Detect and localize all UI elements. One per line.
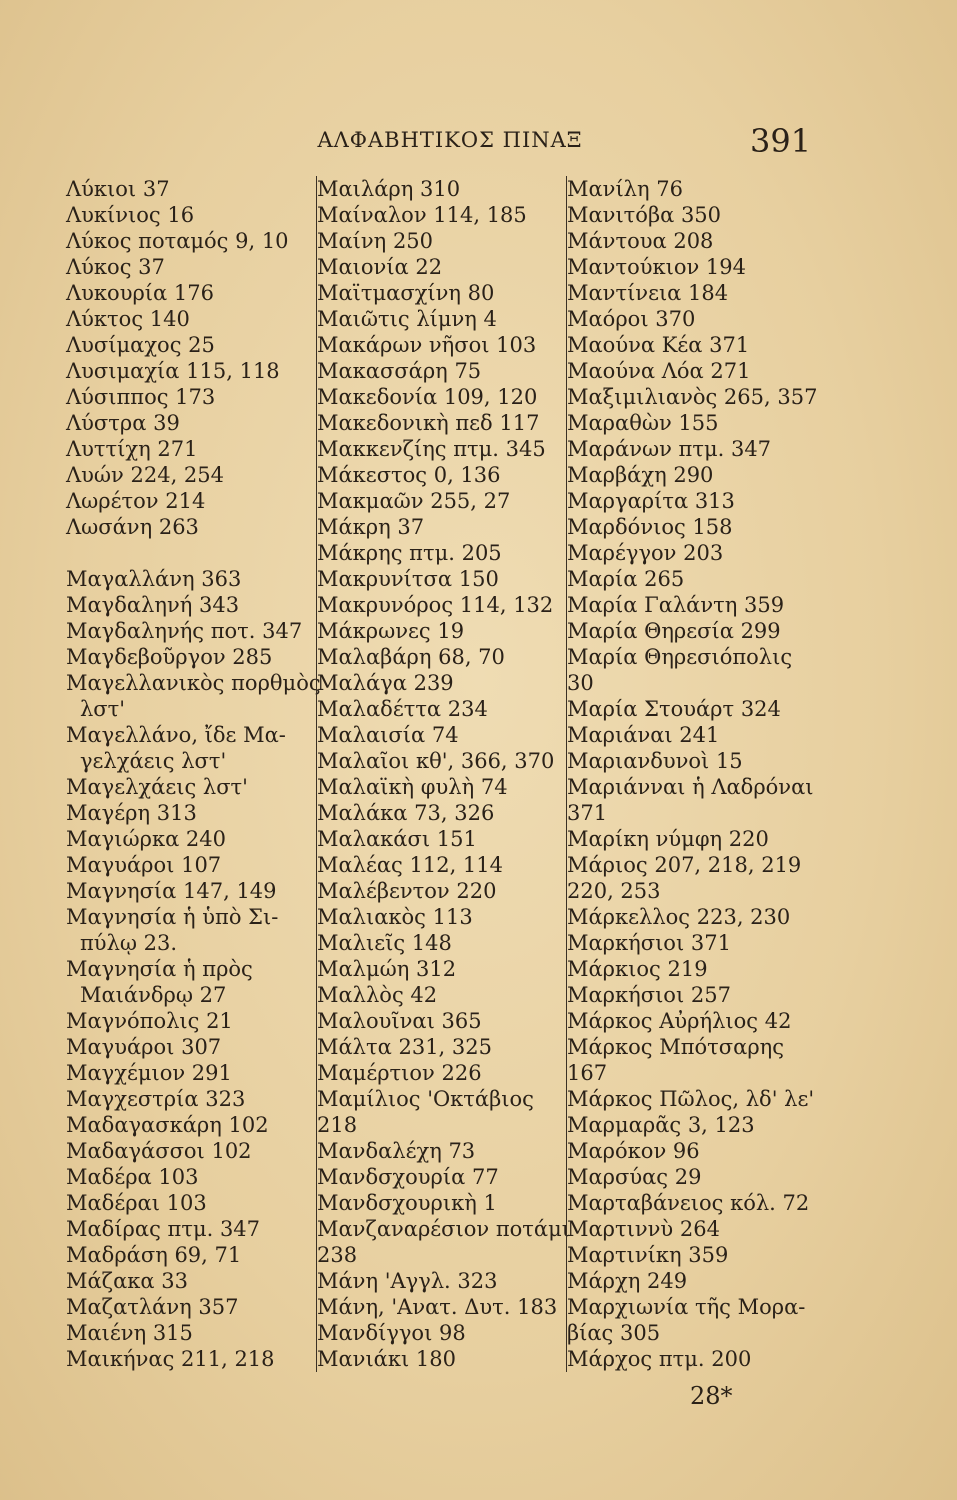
index-entry: Μαρβάχη 290	[567, 463, 714, 487]
index-entry: Μαρία Θηρεσία 299	[567, 619, 781, 643]
page-title: ΑΛΦΑΒΗΤΙΚΟΣ ΠΙΝΑΞ	[317, 128, 583, 152]
index-entry: Λυκίνιος 16	[66, 203, 195, 227]
index-entry: Μάρκος Πῶλος, λδ' λε'	[567, 1087, 815, 1111]
index-entry: Μανδσχουρία 77	[317, 1165, 499, 1189]
index-entry: Μαλάκα 73, 326	[317, 801, 495, 825]
index-entry: Μαρτινίκη 359	[567, 1243, 729, 1267]
index-entry: 220, 253	[567, 879, 661, 903]
index-entry: Μαγδεβοῦργον 285	[66, 645, 273, 669]
index-entry: Μαδέρα 103	[66, 1165, 199, 1189]
index-entry: Λωρέτον 214	[66, 489, 206, 513]
index-entry: Μαίνη 250	[317, 229, 434, 253]
index-entry: Μαρόκον 96	[567, 1139, 700, 1163]
index-entry: Μαγυάροι 307	[66, 1035, 222, 1059]
index-entry: Μανζαναρέσιον ποτάμι	[317, 1217, 570, 1241]
index-entry: Μαγχεστρία 323	[66, 1087, 246, 1111]
index-entry: Μανδσχουρικὴ 1	[317, 1191, 497, 1215]
index-entry: Μαρίκη νύμφη 220	[567, 827, 769, 851]
index-entry: Μαζατλάνη 357	[66, 1295, 239, 1319]
index-entry: Μαγδαληνή 343	[66, 593, 240, 617]
index-entry: Μαλαισία 74	[317, 723, 459, 747]
index-entry: Μαρκήσιοι 257	[567, 983, 731, 1007]
index-entry: Μαλουῖναι 365	[317, 1009, 482, 1033]
index-entry: Λωσάνη 263	[66, 515, 199, 539]
index-entry: 167	[567, 1061, 608, 1085]
index-entry: Μαρταβάνειος κόλ. 72	[567, 1191, 810, 1215]
index-entry: Μακεδονία 109, 120	[317, 385, 538, 409]
index-entry: Μαγνησία ἡ ὑπὸ Σι-	[66, 905, 279, 929]
index-entry: Λύσιππος 173	[66, 385, 216, 409]
index-entry: Μαλλὸς 42	[317, 983, 438, 1007]
index-entry: Μαλιεῖς 148	[317, 931, 452, 955]
index-entry: Μαδέραι 103	[66, 1191, 207, 1215]
index-entry: Μαρία Στουάρτ 324	[567, 697, 781, 721]
index-entry: πύλῳ 23.	[80, 931, 178, 955]
index-entry: Μαγνησία 147, 149	[66, 879, 277, 903]
index-entry: Μάρχος πτμ. 200	[567, 1347, 752, 1371]
index-entry: Μαρία Θηρεσιόπολις	[567, 645, 793, 669]
index-entry: Μαλαϊκὴ φυλὴ 74	[317, 775, 508, 799]
index-entry: Μαλαῖοι κθ', 366, 370	[317, 749, 555, 773]
index-entry: λστ'	[80, 697, 126, 721]
index-entry: Μάρκος Αὐρήλιος 42	[567, 1009, 792, 1033]
index-entry: Μανιτόβα 350	[567, 203, 722, 227]
index-entry: Μαγελχάεις λστ'	[66, 775, 248, 799]
index-entry: γελχάεις λστ'	[80, 749, 227, 773]
index-entry: Μάντουα 208	[567, 229, 714, 253]
index-entry: Μαιονία 22	[317, 255, 443, 279]
index-entry: Μαγυάροι 107	[66, 853, 222, 877]
index-entry: Μάριος 207, 218, 219	[567, 853, 802, 877]
index-entry: Μαδαγάσσοι 102	[66, 1139, 252, 1163]
index-entry: Μαρδόνιος 158	[567, 515, 733, 539]
index-entry: Μαγελλανικὸς πορθμὸς	[66, 671, 321, 695]
index-entry: Μαρμαρᾶς 3, 123	[567, 1113, 755, 1137]
index-entry: Μαλαδέττα 234	[317, 697, 488, 721]
index-entry: Λυών 224, 254	[66, 463, 225, 487]
index-entry: Μάρκελλος 223, 230	[567, 905, 791, 929]
index-entry: Λυττίχη 271	[66, 437, 198, 461]
index-entry: Μαλέβεντον 220	[317, 879, 497, 903]
index-entry: Μαόροι 370	[567, 307, 696, 331]
index-entry: Μαγνόπολις 21	[66, 1009, 233, 1033]
index-entry: Μαγνησία ἡ πρὸς	[66, 957, 253, 981]
index-entry: Μαδράση 69, 71	[66, 1243, 242, 1267]
index-entry: Μάκρης πτμ. 205	[317, 541, 502, 565]
index-entry: Μαλέας 112, 114	[317, 853, 504, 877]
index-entry: 218	[317, 1113, 358, 1137]
index-entry: Λύκιοι 37	[66, 177, 170, 201]
index-entry: Μαράνων πτμ. 347	[567, 437, 772, 461]
index-entry: Μαγέρη 313	[66, 801, 197, 825]
index-entry: Μαντούκιον 194	[567, 255, 747, 279]
index-entry: Μανίλη 76	[567, 177, 683, 201]
index-entry: Μάρκος Μπότσαρης	[567, 1035, 785, 1059]
index-entry: Λυσιμαχία 115, 118	[66, 359, 280, 383]
index-entry: Μαντίνεια 184	[567, 281, 729, 305]
index-entry: Λυκουρία 176	[66, 281, 214, 305]
index-entry: Μάρχη 249	[567, 1269, 688, 1293]
index-entry: Μαρία Γαλάντη 359	[567, 593, 785, 617]
index-entry: 30	[567, 671, 594, 695]
index-entry: Μαγχέμιον 291	[66, 1061, 232, 1085]
index-entry: Μάζακα 33	[66, 1269, 188, 1293]
index-entry: Μάλτα 231, 325	[317, 1035, 492, 1059]
index-entry: Μαϊτμασχίνη 80	[317, 281, 495, 305]
index-entry: Μαιένη 315	[66, 1321, 193, 1345]
index-column-2	[316, 176, 570, 1372]
index-entry: Μαδαγασκάρη 102	[66, 1113, 269, 1137]
index-entry: Μάνη 'Αγγλ. 323	[317, 1269, 498, 1293]
index-entry: Μαριανδυνοὶ 15	[567, 749, 743, 773]
index-entry: Μανιάκι 180	[317, 1347, 456, 1371]
index-entry: Λυσίμαχος 25	[66, 333, 215, 357]
index-entry: Μαρσύας 29	[567, 1165, 702, 1189]
index-entry: Μαιῶτις λίμνη 4	[317, 307, 497, 331]
index-entry: Μάρκιος 219	[567, 957, 708, 981]
index-entry: 238	[317, 1243, 358, 1267]
index-entry: Μαρία 265	[567, 567, 685, 591]
index-entry: Μαρκήσιοι 371	[567, 931, 731, 955]
index-entry: Μαλιακὸς 113	[317, 905, 473, 929]
index-entry: Μακρυνίτσα 150	[317, 567, 499, 591]
index-entry: Μάκρωνες 19	[317, 619, 465, 643]
index-entry: Μαγελλάνο, ἴδε Μα-	[66, 723, 286, 747]
index-entry: Μαγαλλάνη 363	[66, 567, 242, 591]
index-entry: βίας 305	[567, 1321, 661, 1345]
index-entry: Μαριάναι 241	[567, 723, 720, 747]
index-entry: Μαούνα Λόα 271	[567, 359, 751, 383]
index-entry: Μαγιώρκα 240	[66, 827, 227, 851]
index-entry: Μαούνα Κέα 371	[567, 333, 750, 357]
index-entry: Μακρυνόρος 114, 132	[317, 593, 554, 617]
index-entry: Μαλακάσι 151	[317, 827, 477, 851]
section-gap	[66, 540, 301, 566]
index-entry: Μακάρων νῆσοι 103	[317, 333, 537, 357]
index-entry: Μάκεστος 0, 136	[317, 463, 501, 487]
index-entry: Μαρέγγον 203	[567, 541, 724, 565]
index-entry: Μαίναλον 114, 185	[317, 203, 527, 227]
index-entry: Λύκος ποταμός 9, 10	[66, 229, 289, 253]
index-entry: Μακκενζίης πτμ. 345	[317, 437, 546, 461]
index-entry: Μαρτιννὺ 264	[567, 1217, 720, 1241]
index-entry: Μαμέρτιον 226	[317, 1061, 482, 1085]
index-entry: Μακεδονικὴ πεδ 117	[317, 411, 540, 435]
index-entry: Μαλαβάρη 68, 70	[317, 645, 505, 669]
index-column-3	[566, 176, 817, 1372]
index-entry: Μαιλάρη 310	[317, 177, 461, 201]
index-entry: Μάκρη 37	[317, 515, 425, 539]
index-column-1	[66, 176, 321, 1372]
index-entry: Μακμαῶν 255, 27	[317, 489, 511, 513]
index-entry: Μαργαρίτα 313	[567, 489, 735, 513]
index-entry: 371	[567, 801, 608, 825]
index-entry: Μαδίρας πτμ. 347	[66, 1217, 261, 1241]
index-entry: Μαριάνναι ἡ Λαδρόναι	[567, 775, 814, 799]
index-entry: Μαιάνδρῳ 27	[80, 983, 227, 1007]
index-entry: Μαλάγα 239	[317, 671, 454, 695]
index-entry: Μαξιμιλιανὸς 265, 357	[567, 385, 818, 409]
index-entry: Μαικήνας 211, 218	[66, 1347, 275, 1371]
index-entry: Λύκος 37	[66, 255, 165, 279]
index-entry: Μαρχιωνία τῆς Μορα-	[567, 1295, 806, 1319]
index-entry: Λύστρα 39	[66, 411, 180, 435]
index-entry: Μανδαλέχη 73	[317, 1139, 476, 1163]
index-entry: Μαμίλιος 'Οκτάβιος	[317, 1087, 534, 1111]
index-entry: Μαλμώη 312	[317, 957, 457, 981]
index-entry: Μακασσάρη 75	[317, 359, 482, 383]
index-entry: Μαγδαληνής ποτ. 347	[66, 619, 303, 643]
page-number: 391	[750, 122, 812, 160]
index-entry: Μαραθὼν 155	[567, 411, 719, 435]
index-entry: Λύκτος 140	[66, 307, 190, 331]
index-entry: Μανδίγγοι 98	[317, 1321, 466, 1345]
signature-mark: 28*	[690, 1382, 733, 1410]
index-entry: Μάνη, 'Ανατ. Δυτ. 183	[317, 1295, 558, 1319]
